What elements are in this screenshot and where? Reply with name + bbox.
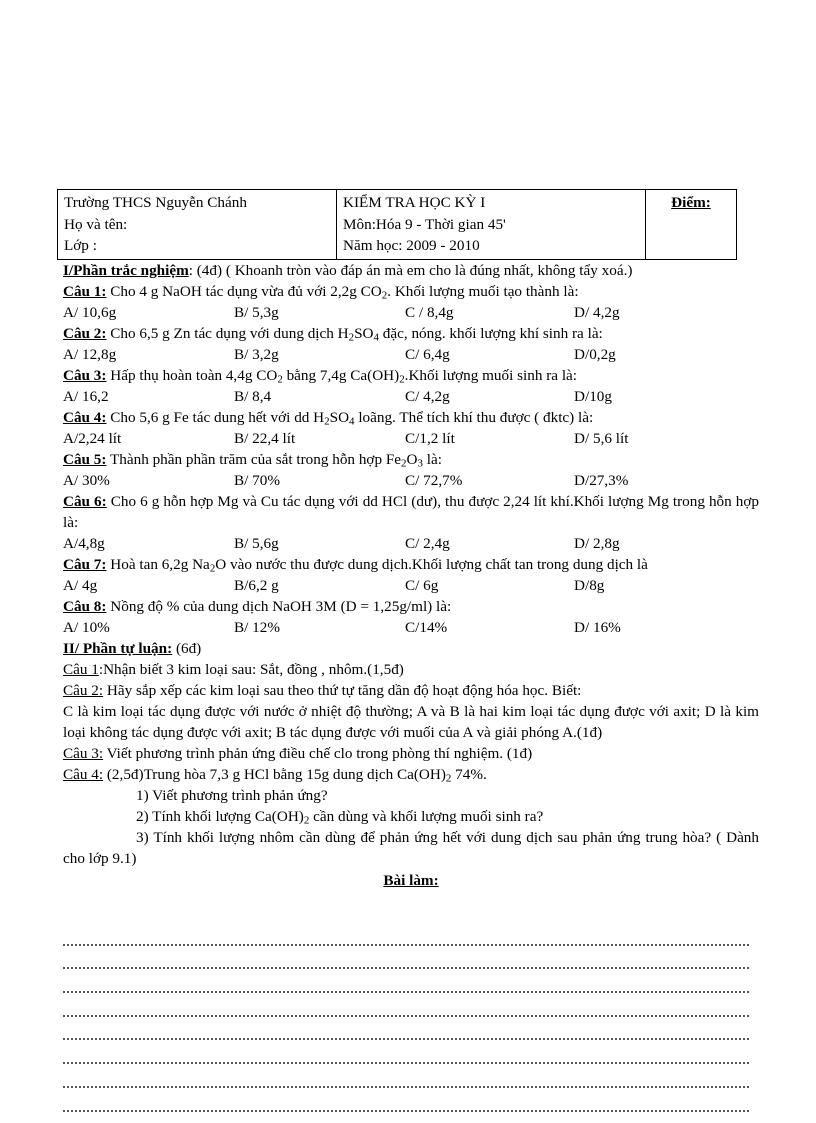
question-text: Cho 4 g NaOH tác dụng vừa đủ với 2,2g CO bbox=[106, 283, 382, 300]
question-text: .Khối lượng muối sinh ra là: bbox=[404, 367, 578, 384]
question-label: Câu 7: bbox=[63, 556, 107, 573]
option-d[interactable]: D/ 16% bbox=[574, 619, 621, 636]
question-text: Cho 5,6 g Fe tác dung hết với dd H bbox=[106, 409, 325, 426]
question-text: là: bbox=[422, 451, 442, 468]
option-c[interactable]: C/14% bbox=[405, 619, 448, 636]
essay-subquestion-1: 1) Viết phương trình phản ứng? bbox=[136, 787, 328, 804]
question-text: :Nhận biết 3 kim loại sau: Sắt, đồng , nhôm.(1,5đ) bbox=[98, 661, 404, 678]
subject-line: Môn:Hóa 9 - Thời gian 45' bbox=[343, 215, 506, 233]
subscript: 2 bbox=[277, 373, 283, 386]
essay-question-2-body: C là kim loại tác dụng được với nước ở nhiệt độ thường; A và B là hai kim loại tác dụng được với axit; D là kim loại không tác dụng được với axit; B tác dụng được với muối của A và giải phóng A.(1đ) bbox=[63, 703, 759, 741]
option-d[interactable]: D/10g bbox=[574, 388, 612, 405]
answer-line[interactable] bbox=[63, 971, 749, 995]
option-a[interactable]: A/ 16,2 bbox=[63, 388, 109, 405]
answer-line[interactable] bbox=[63, 924, 749, 948]
question-text: cần dùng và khối lượng muối sinh ra? bbox=[309, 808, 544, 825]
question-text: Cho 6 g hỗn hợp Mg và Cu tác dụng với dd HCl (dư), thu được 2,24 lít khí.Khối lượng Mg trong hỗn hợp là: bbox=[63, 493, 759, 531]
option-a[interactable]: A/ 10% bbox=[63, 619, 110, 636]
option-a[interactable]: A/ 10,6g bbox=[63, 304, 117, 321]
essay-question-2 bbox=[63, 680, 759, 701]
question-8 bbox=[63, 596, 759, 617]
question-label: Câu 1 bbox=[63, 661, 99, 678]
essay-question-3 bbox=[63, 743, 759, 764]
question-label: Câu 3: bbox=[63, 745, 104, 762]
option-d[interactable]: D/ 4,2g bbox=[574, 304, 620, 321]
answer-options bbox=[63, 533, 759, 554]
question-text: SO bbox=[354, 325, 374, 342]
question-text: 3) Tính khối lượng nhôm cần dùng để phản ứng hết với dung dịch sau phản ứng trung hòa? ( Dành cho lớp 9.1) bbox=[63, 829, 759, 867]
score-cell bbox=[646, 190, 737, 260]
subscript: 2 bbox=[324, 415, 330, 428]
option-a[interactable]: A/ 30% bbox=[63, 472, 110, 489]
question-text: 74%. bbox=[451, 766, 487, 783]
subscript: 2 bbox=[303, 814, 310, 827]
answer-options bbox=[63, 617, 759, 638]
answer-options bbox=[63, 344, 759, 365]
part2-points: (6đ) bbox=[172, 640, 202, 657]
part1-heading-line bbox=[63, 260, 759, 281]
question-text: loãng. Thể tích khí thu được ( đktc) là: bbox=[354, 409, 594, 426]
subscript: 4 bbox=[373, 331, 379, 344]
part2-heading-line bbox=[63, 638, 759, 659]
option-d[interactable]: D/27,3% bbox=[574, 472, 629, 489]
question-text: O bbox=[406, 451, 418, 468]
question-label: Câu 5: bbox=[63, 451, 107, 468]
answer-lines[interactable] bbox=[63, 924, 749, 1114]
option-b[interactable]: B/ 12% bbox=[234, 619, 280, 636]
question-text: (2,5đ)Trung hòa 7,3 g HCl bằng 15g dung dịch Ca(OH) bbox=[103, 766, 446, 783]
question-label: Câu 2: bbox=[63, 682, 104, 699]
subscript: 4 bbox=[349, 415, 355, 428]
answer-options bbox=[63, 470, 759, 491]
subscript: 2 bbox=[348, 331, 355, 344]
score-label: Điểm: bbox=[671, 194, 711, 211]
question-7 bbox=[63, 554, 759, 575]
essay-subquestion-3 bbox=[63, 827, 759, 869]
answer-line[interactable] bbox=[63, 1066, 749, 1090]
part1-heading: I/Phần trắc nghiệm bbox=[63, 262, 189, 279]
answer-section-title: Bài làm: bbox=[383, 872, 439, 889]
option-b[interactable]: B/ 5,6g bbox=[234, 535, 279, 552]
question-text: Hấp thụ hoàn toàn 4,4g CO bbox=[106, 367, 278, 384]
option-c[interactable]: C/ 4,2g bbox=[405, 388, 450, 405]
exam-title: KIỂM TRA HỌC KỲ I bbox=[343, 194, 486, 211]
header-middle-cell bbox=[337, 190, 646, 260]
question-3 bbox=[63, 365, 759, 386]
answer-line[interactable] bbox=[63, 1042, 749, 1066]
question-text: bằng 7,4g Ca(OH) bbox=[282, 367, 400, 384]
exam-content bbox=[63, 260, 759, 891]
subscript: 2 bbox=[401, 457, 407, 470]
option-b[interactable]: B/ 3,2g bbox=[234, 346, 279, 363]
part1-note: : (4đ) ( Khoanh tròn vào đáp án mà em cho là đúng nhất, không tẩy xoá.) bbox=[188, 262, 633, 279]
answer-options bbox=[63, 386, 759, 407]
option-d[interactable]: D/ 2,8g bbox=[574, 535, 620, 552]
question-label: Câu 3: bbox=[63, 367, 107, 384]
question-text: SO bbox=[329, 409, 350, 426]
question-text: 2) Tính khối lượng Ca(OH) bbox=[136, 808, 304, 825]
subscript: 2 bbox=[445, 772, 452, 785]
subscript: 2 bbox=[381, 289, 388, 302]
question-label: Câu 8: bbox=[63, 598, 107, 615]
school-year: Năm học: 2009 - 2010 bbox=[343, 237, 480, 254]
option-b[interactable]: B/6,2 g bbox=[234, 577, 279, 594]
option-b[interactable]: B/ 5,3g bbox=[234, 304, 279, 321]
question-2 bbox=[63, 323, 759, 344]
subscript: 2 bbox=[209, 562, 216, 575]
question-5 bbox=[63, 449, 759, 470]
question-1 bbox=[63, 281, 759, 302]
question-text: Viết phương trình phản ứng điều chế clo trong phòng thí nghiệm. (1đ) bbox=[103, 745, 533, 762]
name-label: Họ và tên: bbox=[64, 215, 128, 233]
question-label: Câu 2: bbox=[63, 325, 107, 342]
option-d[interactable]: D/ 5,6 lít bbox=[574, 430, 629, 447]
question-label: Câu 4: bbox=[63, 766, 104, 783]
subscript: 3 bbox=[417, 457, 423, 470]
option-c[interactable]: C/ 2,4g bbox=[405, 535, 450, 552]
question-text: Nồng độ % của dung dịch NaOH 3M (D = 1,25g/ml) là: bbox=[106, 598, 452, 615]
question-label: Câu 1: bbox=[63, 283, 107, 300]
option-c[interactable]: C/ 6g bbox=[405, 577, 439, 594]
header-left-cell bbox=[58, 190, 337, 260]
subscript: 2 bbox=[399, 373, 405, 386]
question-6 bbox=[63, 491, 759, 533]
option-b[interactable]: B/ 8,4 bbox=[234, 388, 272, 405]
answer-line[interactable] bbox=[63, 948, 749, 972]
essay-question-4 bbox=[63, 764, 759, 785]
exam-header-table bbox=[57, 189, 737, 260]
question-text: . Khối lượng muối tạo thành là: bbox=[387, 283, 579, 300]
question-label: Câu 6: bbox=[63, 493, 107, 510]
answer-line[interactable] bbox=[63, 1090, 749, 1114]
answer-options bbox=[63, 428, 759, 449]
option-c[interactable]: C/ 6,4g bbox=[405, 346, 450, 363]
question-text: O vào nước thu được dung dịch.Khối lượng chất tan trong dung dịch là bbox=[215, 556, 648, 573]
option-c[interactable]: C/ 72,7% bbox=[405, 472, 463, 489]
essay-question-1 bbox=[63, 659, 759, 680]
option-a[interactable]: A/4,8g bbox=[63, 535, 105, 552]
question-text: Hãy sắp xếp các kim loại sau theo thứ tự tăng dần độ hoạt động hóa học. Biết: bbox=[103, 682, 582, 699]
question-text: đặc, nóng. khối lượng khí sinh ra là: bbox=[378, 325, 603, 342]
question-text: Hoà tan 6,2g Na bbox=[106, 556, 210, 573]
class-label: Lớp : bbox=[64, 237, 97, 254]
answer-options bbox=[63, 302, 759, 323]
option-b[interactable]: B/ 70% bbox=[234, 472, 280, 489]
part2-heading: II/ Phần tự luận: bbox=[63, 640, 173, 657]
option-c[interactable]: C/1,2 lít bbox=[405, 430, 455, 447]
answer-options bbox=[63, 575, 759, 596]
option-a[interactable]: A/2,24 lít bbox=[63, 430, 122, 447]
option-a[interactable]: A/ 4g bbox=[63, 577, 98, 594]
school-name: Trường THCS Nguyễn Chánh bbox=[64, 194, 247, 211]
answer-line[interactable] bbox=[63, 1019, 749, 1043]
question-text: Thành phần phần trăm của sắt trong hỗn hợp Fe bbox=[106, 451, 402, 468]
option-c[interactable]: C / 8,4g bbox=[405, 304, 454, 321]
essay-subquestion-2 bbox=[63, 806, 759, 827]
question-label: Câu 4: bbox=[63, 409, 107, 426]
answer-line[interactable] bbox=[63, 995, 749, 1019]
question-text: Cho 6,5 g Zn tác dụng với dung dịch H bbox=[106, 325, 349, 342]
question-4 bbox=[63, 407, 759, 428]
option-b[interactable]: B/ 22,4 lít bbox=[234, 430, 296, 447]
option-d[interactable]: D/0,2g bbox=[574, 346, 616, 363]
option-a[interactable]: A/ 12,8g bbox=[63, 346, 117, 363]
option-d[interactable]: D/8g bbox=[574, 577, 605, 594]
